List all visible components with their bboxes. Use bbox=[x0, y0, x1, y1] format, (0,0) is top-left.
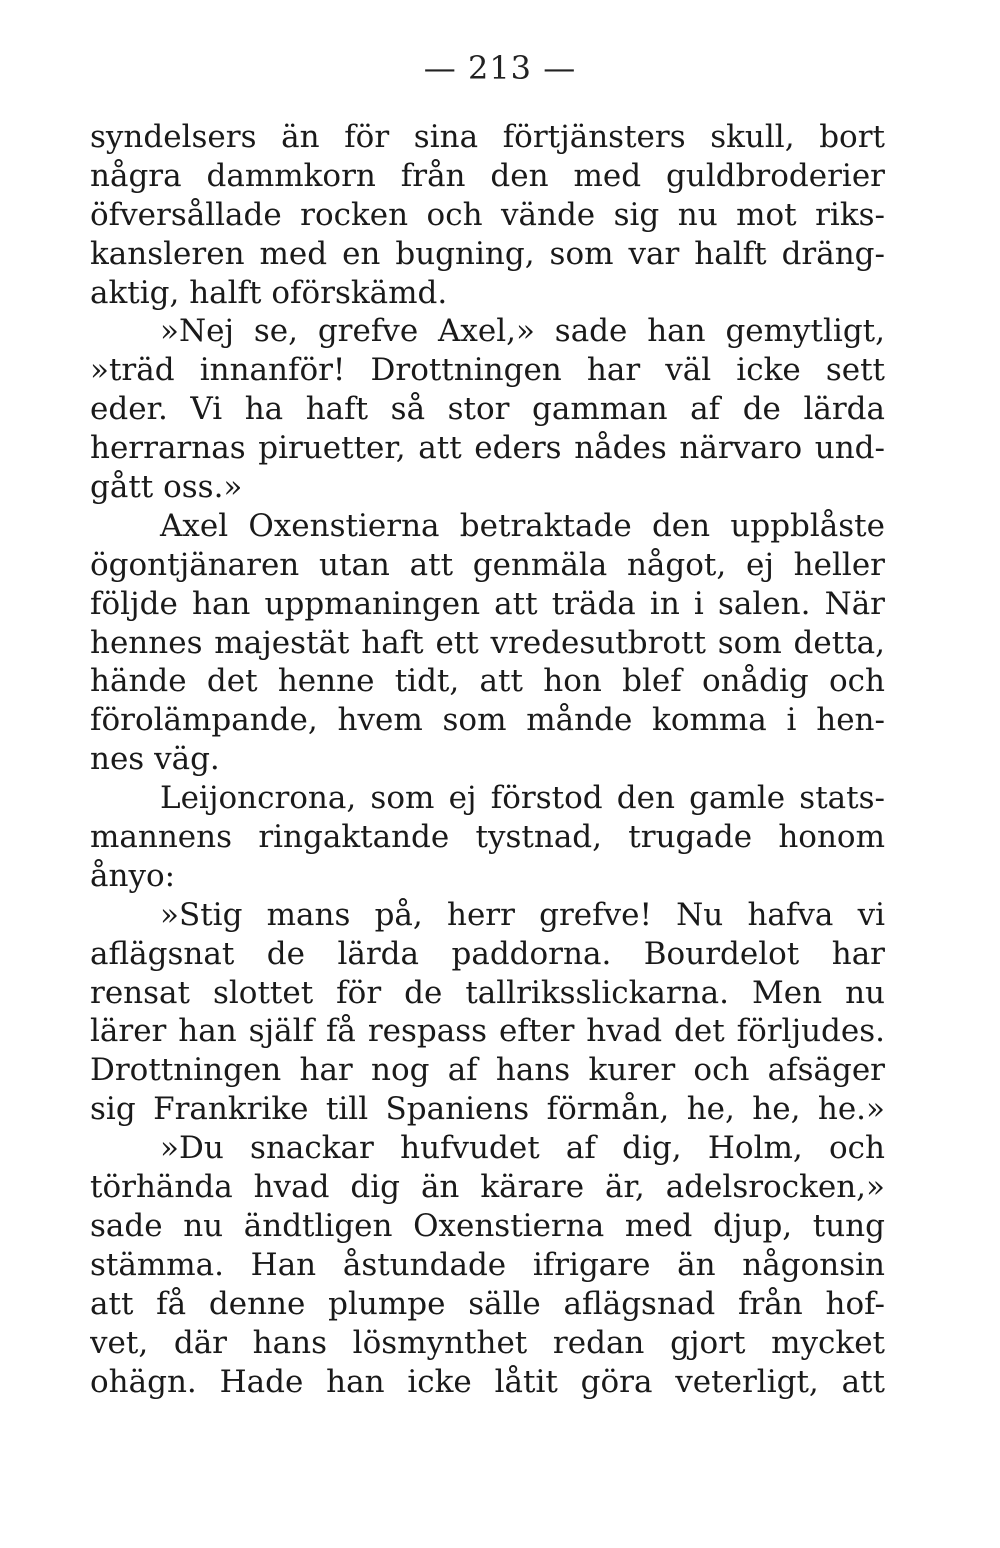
body-text bbox=[90, 118, 885, 1401]
text-line: »träd innanför! Drottningen har väl icke sett bbox=[90, 352, 885, 389]
text-line: »Du snackar hufvudet af dig, Holm, och bbox=[160, 1130, 885, 1167]
text-line: aktig, halft oförskämd. bbox=[90, 274, 448, 311]
text-line: syndelsers än för sina förtjänsters skull, bort bbox=[90, 119, 885, 155]
text-line: mannens ringaktande tystnad, trugade honom bbox=[90, 819, 885, 856]
text-line: ögontjänaren utan att genmäla något, ej heller bbox=[90, 546, 885, 583]
text-line: törhända hvad dig än kärare är, adelsrocken,» bbox=[90, 1169, 885, 1206]
text-line: eder. Vi ha haft så stor gamman af de lärda bbox=[90, 391, 885, 428]
text-line: lärer han själf få respass efter hvad det förljudes. bbox=[90, 1013, 885, 1050]
text-line: stämma. Han åstundade ifrigare än någonsin bbox=[90, 1246, 885, 1283]
text-line: hände det henne tidt, att hon blef onådig och bbox=[90, 663, 885, 700]
text-line: »Nej se, grefve Axel,» sade han gemytligt, bbox=[160, 313, 885, 350]
text-line: Drottningen har nog af hans kurer och afsäger bbox=[90, 1052, 885, 1089]
text-line: herrarnas piruetter, att eders nådes närvaro und- bbox=[90, 430, 885, 467]
text-line: aflägsnat de lärda paddorna. Bourdelot har bbox=[90, 935, 885, 972]
text-line: Leijoncrona, som ej förstod den gamle stats- bbox=[160, 780, 885, 817]
text-line: att få denne plumpe sälle aflägsnad från hof- bbox=[90, 1285, 885, 1322]
text-line: förolämpande, hvem som månde komma i hen- bbox=[90, 702, 885, 739]
text-line: nes väg. bbox=[90, 741, 220, 778]
text-line: hennes majestät haft ett vredesutbrott som detta, bbox=[90, 624, 885, 661]
text-line: några dammkorn från den med guldbroderier bbox=[90, 157, 885, 194]
text-line: gått oss.» bbox=[90, 469, 243, 506]
text-line: ohägn. Hade han icke låtit göra veterligt, att bbox=[90, 1363, 885, 1400]
page-number: — 213 — bbox=[423, 49, 577, 87]
text-line: följde han uppmaningen att träda in i salen. När bbox=[90, 585, 885, 622]
text-line: »Stig mans på, herr grefve! Nu hafva vi bbox=[160, 896, 885, 933]
text-line: Axel Oxenstierna betraktade den uppblåste bbox=[160, 507, 885, 544]
text-line: rensat slottet för de tallriksslickarna. Men nu bbox=[90, 974, 885, 1011]
text-line: sig Frankrike till Spaniens förmån, he, he, he.» bbox=[90, 1091, 885, 1128]
text-line: kansleren med en bugning, som var halft dräng- bbox=[90, 235, 885, 272]
text-line: ånyo: bbox=[90, 857, 176, 894]
text-line: sade nu ändtligen Oxenstierna med djup, tung bbox=[90, 1207, 885, 1244]
text-line: öfversållade rocken och vände sig nu mot riks- bbox=[90, 196, 885, 233]
text-line: vet, där hans lösmynthet redan gjort mycket bbox=[90, 1324, 885, 1361]
